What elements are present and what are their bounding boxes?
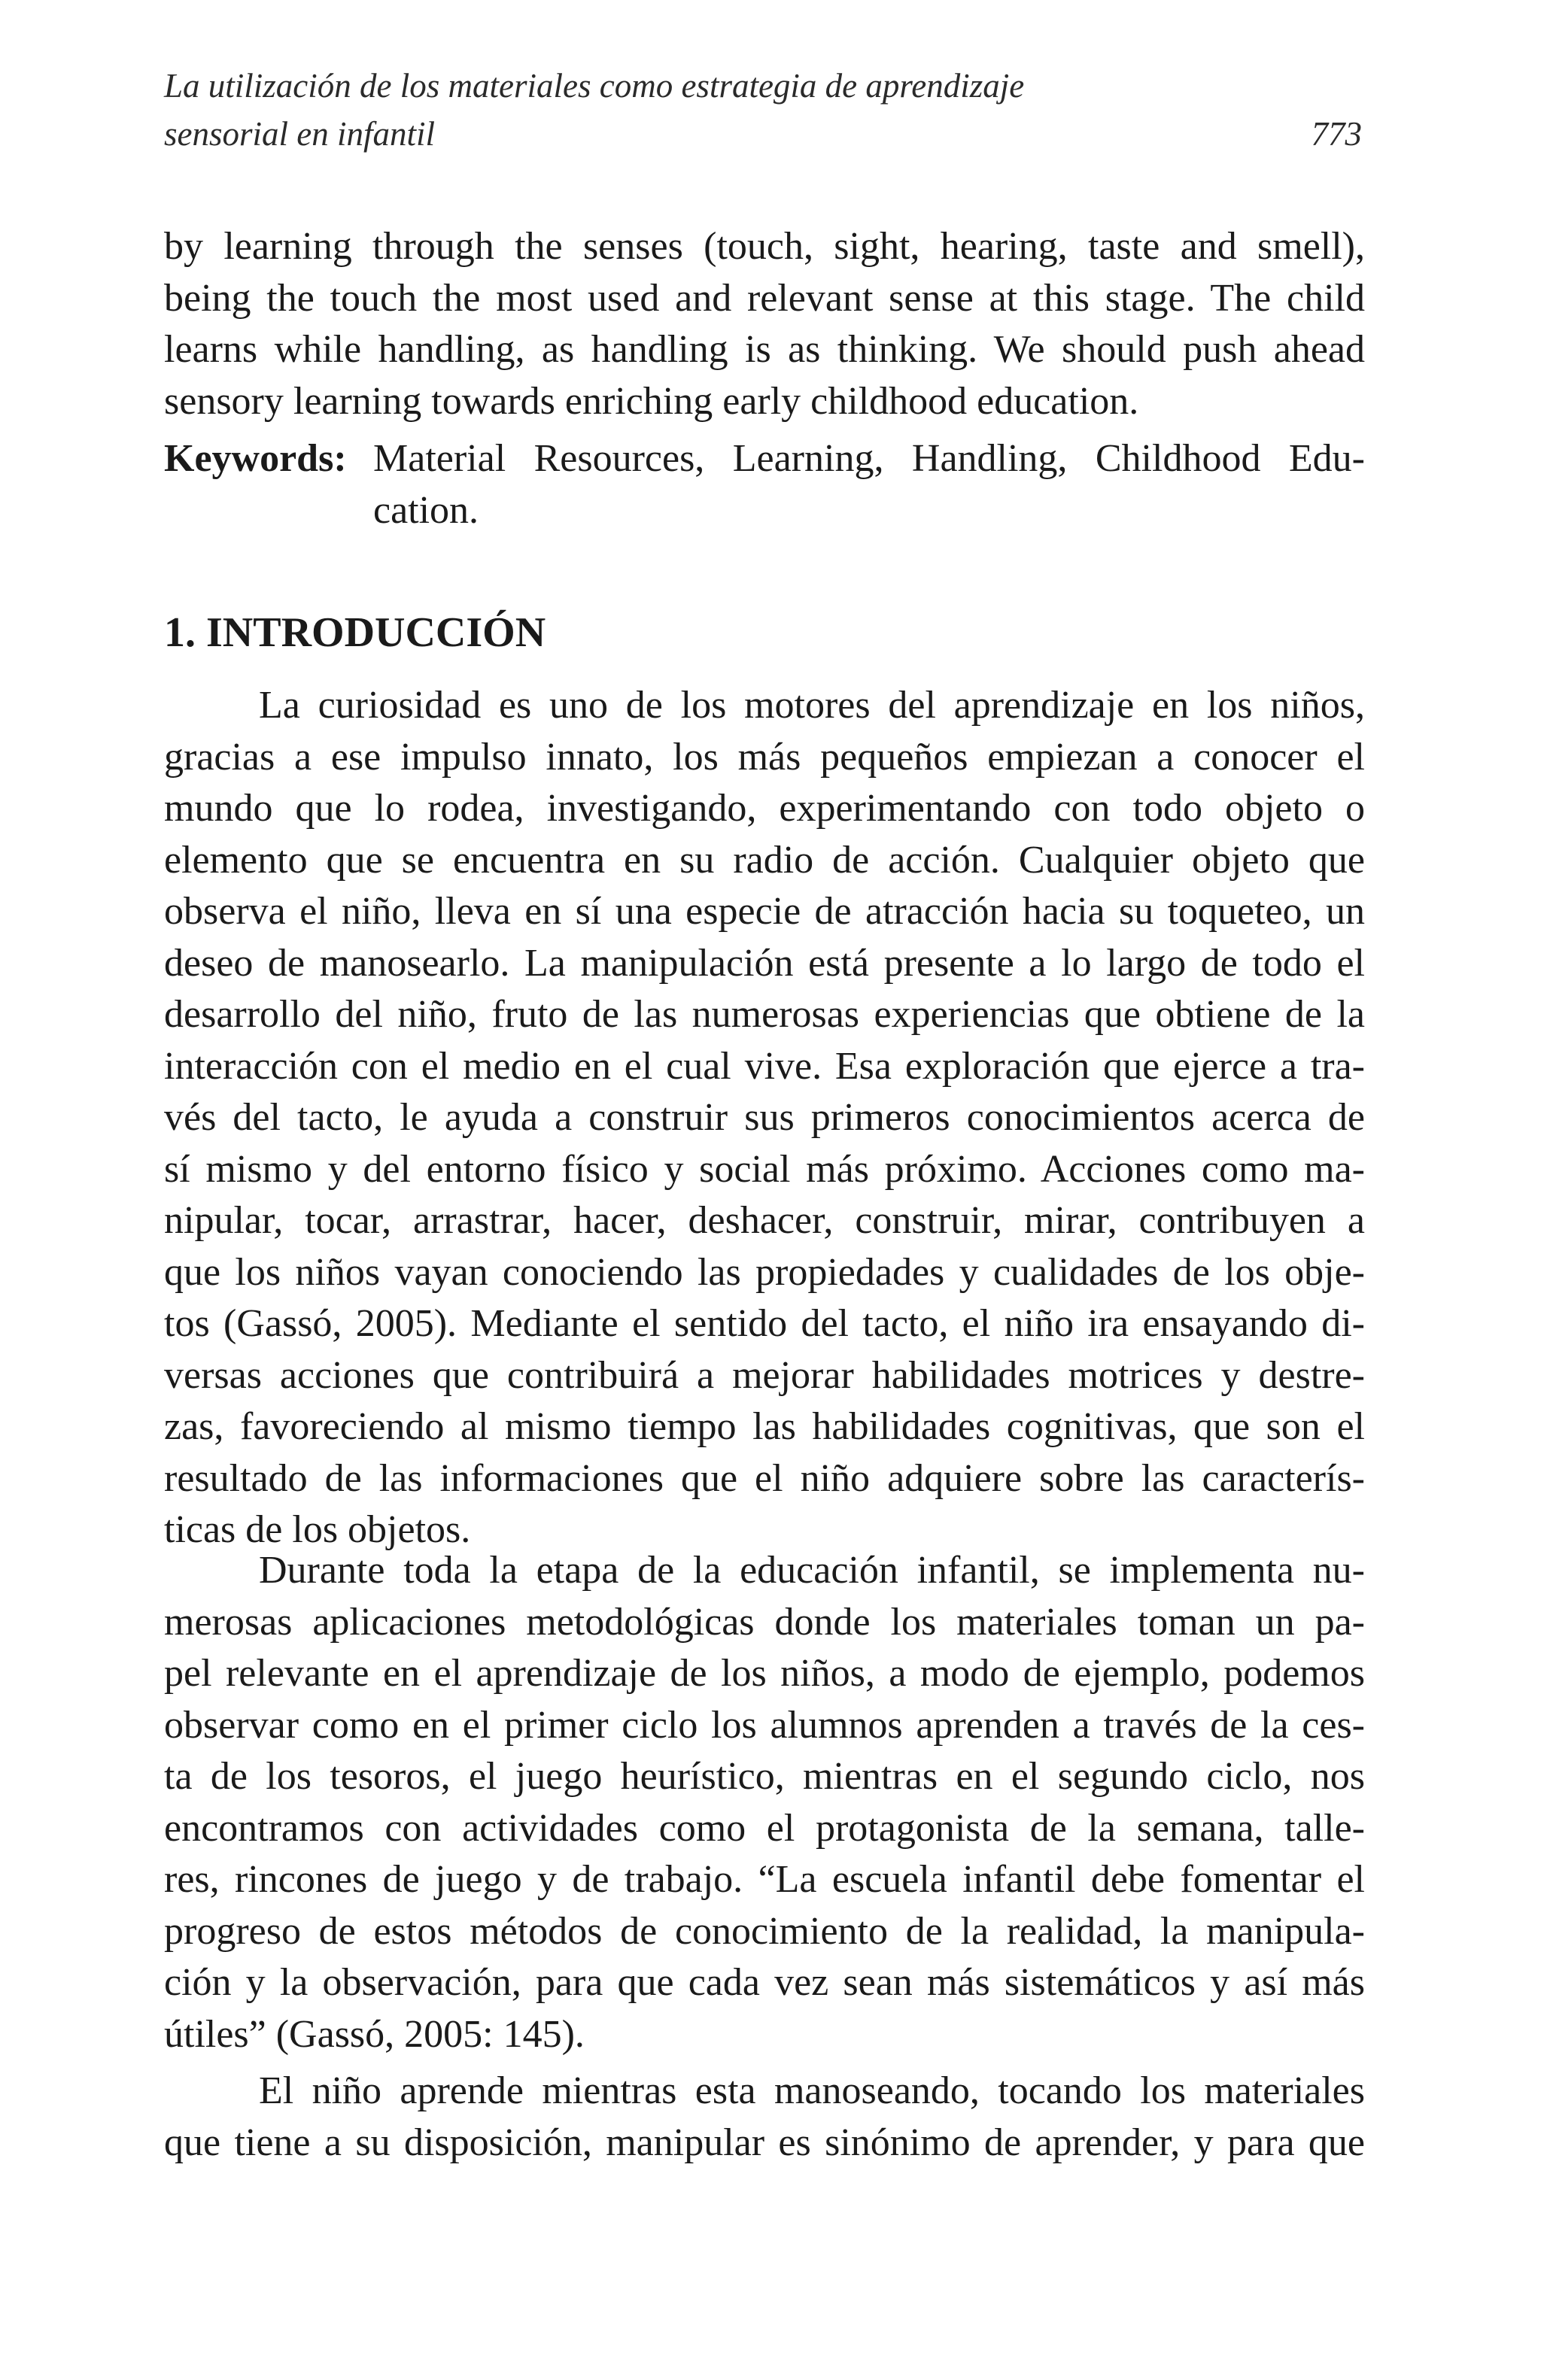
- keywords-text: [373, 433, 1365, 536]
- paragraph-line: versas acciones que contribuirá a mejorar habilidades motrices y destre-: [164, 1353, 1365, 1397]
- paragraph-line: mundo que lo rodea, investigando, experimentando con todo objeto o: [164, 787, 1365, 830]
- section-heading: 1. INTRODUCCIÓN: [164, 609, 546, 656]
- paragraph-line: ta de los tesoros, el juego heurístico, mientras en el segundo ciclo, nos: [164, 1755, 1365, 1798]
- paragraph-line: ción y la observación, para que cada vez sean más sistemáticos y así más: [164, 1961, 1365, 2004]
- running-header: [164, 62, 1365, 158]
- abstract-line: being the touch the most used and relevant sense at this stage. The child: [164, 276, 1365, 320]
- paragraph-line: nipular, tocar, arrastrar, hacer, deshacer, construir, mirar, contribuyen a: [164, 1199, 1365, 1242]
- abstract-line: learns while handling, as handling is as thinking. We should push ahead: [164, 328, 1365, 371]
- page-number: 773: [1311, 115, 1362, 153]
- paragraph-line: que los niños vayan conociendo las propiedades y cualidades de los obje-: [164, 1250, 1365, 1294]
- paragraph-3: [164, 2066, 1365, 2169]
- paragraph-2: [164, 1545, 1365, 2060]
- paragraph-line: merosas aplicaciones metodológicas donde los materiales toman un pa-: [164, 1600, 1365, 1644]
- paragraph-line: pel relevante en el aprendizaje de los niños, a modo de ejemplo, podemos: [164, 1652, 1365, 1695]
- paragraph-line: útiles” (Gassó, 2005: 145).: [164, 2012, 585, 2056]
- paragraph-line: vés del tacto, le ayuda a construir sus primeros conocimientos acerca de: [164, 1096, 1365, 1139]
- paragraph-1: [164, 680, 1365, 1556]
- paragraph-line: interacción con el medio en el cual vive. Esa exploración que ejerce a tra-: [164, 1044, 1365, 1088]
- paragraph-line: La curiosidad es uno de los motores del aprendizaje en los niños,: [259, 684, 1365, 727]
- paragraph-line: elemento que se encuentra en su radio de acción. Cualquier objeto que: [164, 838, 1365, 882]
- paragraph-line: desarrollo del niño, fruto de las numerosas experiencias que obtiene de la: [164, 993, 1365, 1036]
- abstract-line: sensory learning towards enriching early childhood education.: [164, 379, 1139, 423]
- paragraph-line: deseo de manosearlo. La manipulación está presente a lo largo de todo el: [164, 941, 1365, 985]
- paragraph-line: zas, favoreciendo al mismo tiempo las habilidades cognitivas, que son el: [164, 1405, 1365, 1448]
- paragraph-line: gracias a ese impulso innato, los más pequeños empiezan a conocer el: [164, 735, 1365, 779]
- paragraph-line: Durante toda la etapa de la educación infantil, se implementa nu-: [259, 1549, 1365, 1592]
- paragraph-line: observar como en el primer ciclo los alumnos aprenden a través de la ces-: [164, 1703, 1365, 1747]
- paragraph-line: El niño aprende mientras esta manoseando, tocando los materiales: [259, 2069, 1365, 2112]
- running-title-line-2: sensorial en infantil: [164, 115, 435, 153]
- paragraph-line: observa el niño, lleva en sí una especie de atracción hacia su toqueteo, un: [164, 890, 1365, 933]
- paragraph-line: res, rincones de juego y de trabajo. “La escuela infantil debe fomentar el: [164, 1858, 1365, 1901]
- abstract-continuation: [164, 221, 1365, 427]
- paragraph-line: que tiene a su disposición, manipular es sinónimo de aprender, y para que: [164, 2120, 1365, 2164]
- keywords-label: Keywords:: [164, 437, 347, 480]
- abstract-line: by learning through the senses (touch, sight, hearing, taste and smell),: [164, 225, 1365, 268]
- paragraph-line: sí mismo y del entorno físico y social más próximo. Acciones como ma-: [164, 1147, 1365, 1191]
- paragraph-line: progreso de estos métodos de conocimiento de la realidad, la manipula-: [164, 1909, 1365, 1953]
- paragraph-line: resultado de las informaciones que el niño adquiere sobre las caracterís-: [164, 1456, 1365, 1500]
- running-title-line-1: La utilización de los materiales como estrategia de aprendizaje: [164, 67, 1025, 105]
- paragraph-line: tos (Gassó, 2005). Mediante el sentido del tacto, el niño ira ensayando di-: [164, 1302, 1365, 1345]
- paragraph-line: encontramos con actividades como el protagonista de la semana, talle-: [164, 1806, 1365, 1850]
- keywords-line: Material Resources, Learning, Handling, Childhood Edu-: [373, 437, 1365, 480]
- keywords-line: cation.: [373, 488, 479, 532]
- paragraph-line: ticas de los objetos.: [164, 1508, 471, 1551]
